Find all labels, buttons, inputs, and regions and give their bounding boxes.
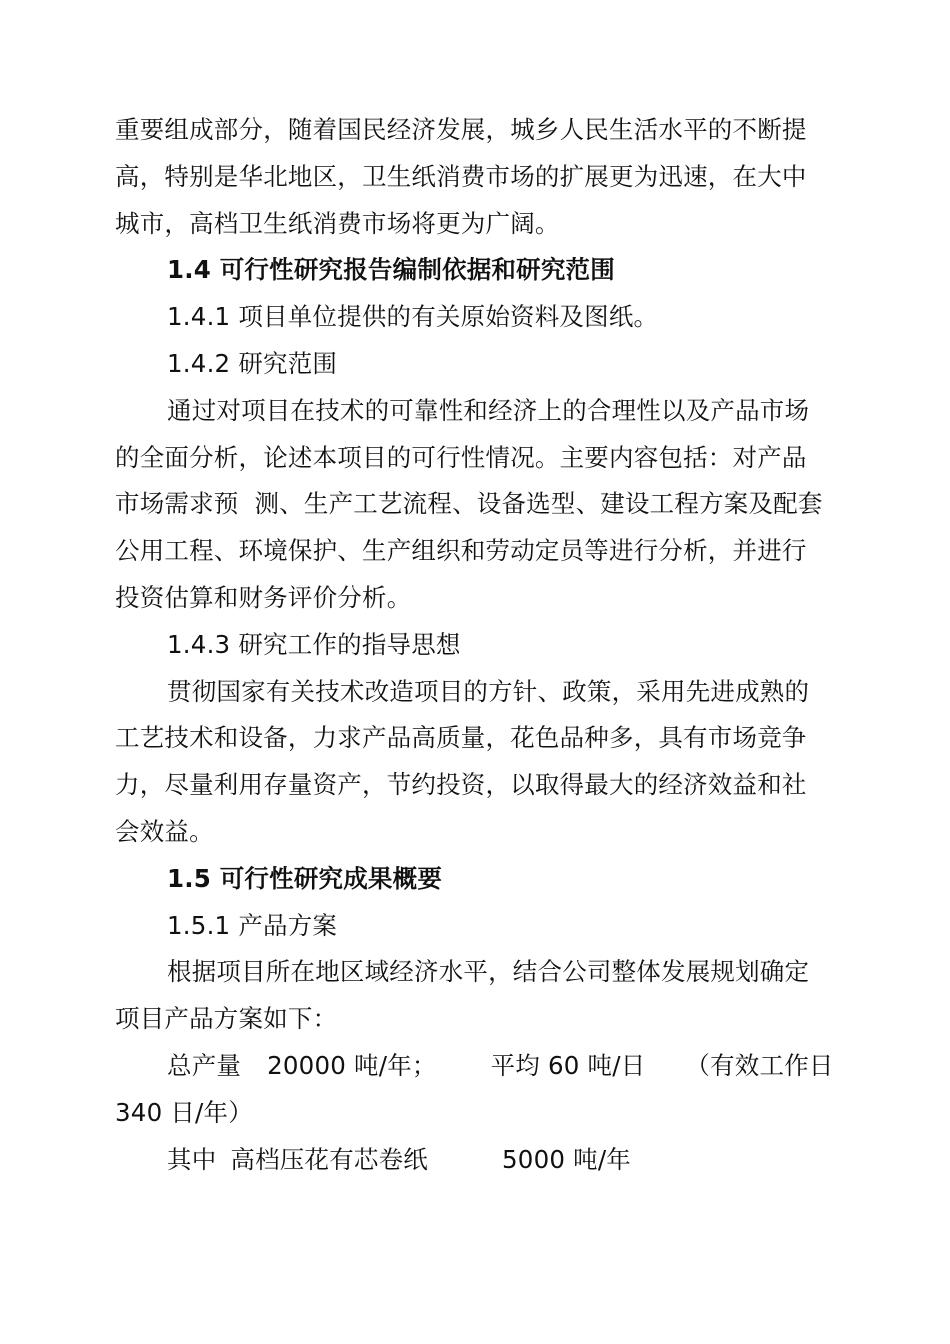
section-heading-1-5: 1.5 可行性研究成果概要 xyxy=(167,863,443,893)
total-output-line xyxy=(115,1043,835,1090)
paragraph-line: 力，尽量利用存量资产，节约投资，以取得最大的经济效益和社 xyxy=(115,770,807,800)
annual-output: 20000 吨/年； xyxy=(267,1050,437,1080)
subsection-1-4-2: 1.4.2 研究范围 xyxy=(167,348,338,378)
workdays-text: （有效工作日 xyxy=(685,1050,834,1080)
paragraph-line: 通过对项目在技术的可靠性和经济上的合理性以及产品市场 xyxy=(167,395,810,425)
product-line-label: 其中 xyxy=(167,1144,217,1174)
paragraph-line: 贯彻国家有关技术改造项目的方针、政策，采用先进成熟的 xyxy=(167,676,810,706)
paragraph-line: 公用工程、环境保护、生产组织和劳动定员等进行分析，并进行 xyxy=(115,536,807,566)
paragraph-line: 市场需求预 测、生产工艺流程、设备选型、建设工程方案及配套 xyxy=(115,489,823,519)
subsection-1-4-1: 1.4.1 项目单位提供的有关原始资料及图纸。 xyxy=(167,302,659,332)
paragraph-line: 城市，高档卫生纸消费市场将更为广阔。 xyxy=(115,208,560,238)
product-line xyxy=(115,1137,835,1184)
paragraph-line: 投资估算和财务评价分析。 xyxy=(115,582,412,612)
document-body xyxy=(115,107,835,1183)
section-heading-1-4: 1.4 可行性研究报告编制依据和研究范围 xyxy=(167,255,615,285)
total-output-label: 总产量 xyxy=(167,1050,242,1080)
paragraph-line: 项目产品方案如下： xyxy=(115,1004,338,1034)
paragraph-line: 根据项目所在地区域经济水平，结合公司整体发展规划确定 xyxy=(167,957,810,987)
daily-output: 平均 60 吨/日 xyxy=(490,1050,646,1080)
subsection-1-4-3: 1.4.3 研究工作的指导思想 xyxy=(167,629,461,659)
paragraph-line: 的全面分析，论述本项目的可行性情况。主要内容包括：对产品 xyxy=(115,442,807,472)
paragraph-line: 重要组成部分，随着国民经济发展，城乡人民生活水平的不断提 xyxy=(115,115,807,144)
paragraph-line: 会效益。 xyxy=(115,816,214,846)
product-amount: 5000 吨/年 xyxy=(502,1144,632,1174)
workdays-continuation: 340 日/年） xyxy=(115,1097,253,1127)
paragraph-line: 工艺技术和设备，力求产品高质量，花色品种多，具有市场竞争 xyxy=(115,723,807,753)
subsection-1-5-1: 1.5.1 产品方案 xyxy=(167,910,338,940)
paragraph-line: 高，特别是华北地区，卫生纸消费市场的扩展更为迅速，在大中 xyxy=(115,161,807,191)
product-name: 高档压花有芯卷纸 xyxy=(230,1144,429,1174)
